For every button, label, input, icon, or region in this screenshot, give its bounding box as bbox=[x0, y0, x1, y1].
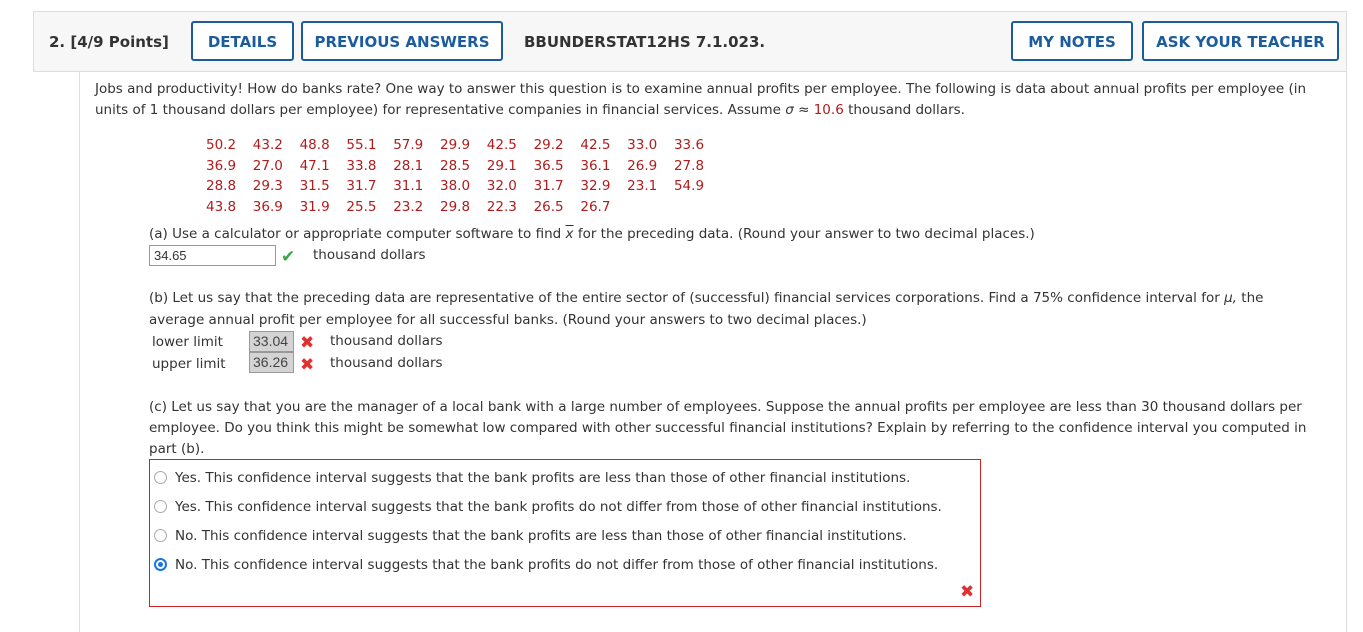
data-value: 26.5 bbox=[533, 198, 564, 215]
data-value: 27.8 bbox=[673, 157, 705, 174]
part-a-suffix: for the preceding data. (Round your answer to two decimal places.) bbox=[577, 226, 1035, 242]
intro-suffix: thousand dollars. bbox=[848, 102, 965, 118]
data-value: 36.5 bbox=[533, 157, 564, 174]
lower-limit-input[interactable]: 33.04 bbox=[249, 331, 294, 352]
my-notes-button[interactable]: MY NOTES bbox=[1011, 21, 1133, 61]
radio-option-label: No. This confidence interval suggests that the bank profits do not differ from those of other financial institutions. bbox=[175, 557, 939, 573]
data-value: 54.9 bbox=[673, 178, 705, 194]
radio-option-label: Yes. This confidence interval suggests that the bank profits are less than those of other financial institutions. bbox=[175, 470, 911, 486]
data-value: 42.5 bbox=[486, 137, 517, 153]
data-value: 31.7 bbox=[533, 178, 564, 194]
upper-limit-label: upper limit bbox=[152, 356, 226, 372]
part-c-prompt-line-1: (c) Let us say that you are the manager of a local bank with a large number of employees. Suppose the annual profits per employee are less than 30 thousand dollars per bbox=[149, 399, 1302, 415]
question-header bbox=[33, 11, 1347, 72]
data-value: 32.0 bbox=[486, 178, 517, 194]
data-value: 23.1 bbox=[627, 178, 658, 194]
data-value: 43.8 bbox=[206, 198, 237, 215]
data-value: 50.2 bbox=[206, 137, 237, 153]
data-value: 29.2 bbox=[533, 137, 564, 153]
data-value: 38.0 bbox=[439, 178, 471, 194]
part-b-suffix: the bbox=[1241, 290, 1264, 306]
intro-line-2 bbox=[95, 102, 965, 118]
cross-icon: ✖ bbox=[960, 582, 975, 602]
part-b-prefix: (b) Let us say that the preceding data are representative of the entire sector of (successful) financial services corporations. Find a 75% confidence interval for bbox=[149, 290, 1220, 306]
part-a-prefix: (a) Use a calculator or appropriate computer software to find bbox=[149, 226, 562, 242]
data-value: 22.3 bbox=[486, 198, 517, 215]
data-value: 26.7 bbox=[580, 198, 611, 215]
previous-answers-button[interactable]: PREVIOUS ANSWERS bbox=[301, 21, 503, 61]
data-value: 29.8 bbox=[439, 198, 471, 215]
data-value: 31.7 bbox=[346, 178, 377, 194]
lower-limit-unit: thousand dollars bbox=[330, 333, 443, 349]
part-a-answer-input[interactable]: 34.65 bbox=[149, 245, 276, 266]
data-value: 36.1 bbox=[580, 157, 611, 174]
part-c-prompt-line-2: employee. Do you think this might be somewhat low compared with other successful financial institutions? Explain by referring to the confidence interval you computed in bbox=[149, 420, 1307, 436]
radio-option-label: Yes. This confidence interval suggests that the bank profits do not differ from those of other financial institutions. bbox=[175, 499, 942, 515]
question-id: BBUNDERSTAT12HS 7.1.023. bbox=[524, 33, 766, 51]
radio-button-selected[interactable] bbox=[154, 558, 167, 571]
question-points: [4/9 Points] bbox=[70, 33, 169, 51]
data-value: 25.5 bbox=[346, 198, 377, 215]
xbar-symbol: $\overline{x}$ bbox=[565, 226, 574, 242]
cross-icon: ✖ bbox=[300, 355, 315, 375]
data-value: 33.6 bbox=[673, 137, 705, 153]
data-row bbox=[206, 199, 721, 220]
cross-icon: ✖ bbox=[300, 333, 315, 353]
radio-option-label: No. This confidence interval suggests that the bank profits are less than those of other financial institutions. bbox=[175, 528, 907, 544]
details-button[interactable]: DETAILS bbox=[191, 21, 294, 61]
data-row bbox=[206, 158, 721, 179]
data-value: 36.9 bbox=[206, 157, 237, 174]
check-icon: ✔ bbox=[281, 247, 296, 267]
data-value: 33.0 bbox=[627, 137, 658, 153]
data-row bbox=[206, 178, 721, 199]
data-value: 28.5 bbox=[439, 157, 471, 174]
sigma-value: 10.6 bbox=[813, 102, 844, 118]
intro-line-1: Jobs and productivity! How do banks rate? One way to answer this question is to examine annual profits per employee. The following is data about annual profits per employee (in bbox=[95, 81, 1307, 97]
part-b-prompt-line-1 bbox=[149, 290, 1263, 306]
data-value: 42.5 bbox=[580, 137, 611, 153]
data-row bbox=[206, 137, 721, 158]
radio-button[interactable] bbox=[154, 471, 167, 484]
part-a-prompt bbox=[149, 226, 1035, 242]
sigma-symbol: σ ≈ bbox=[785, 102, 810, 118]
data-value: 48.8 bbox=[299, 137, 330, 153]
data-value: 33.8 bbox=[346, 157, 377, 174]
data-value: 47.1 bbox=[299, 157, 330, 174]
data-value: 36.9 bbox=[252, 198, 283, 215]
data-value: 32.9 bbox=[580, 178, 611, 194]
part-a-unit: thousand dollars bbox=[313, 247, 426, 263]
mu-symbol: μ, bbox=[1224, 290, 1237, 306]
ask-teacher-button[interactable]: ASK YOUR TEACHER bbox=[1142, 21, 1339, 61]
data-value: 31.9 bbox=[299, 198, 330, 215]
data-value: 23.2 bbox=[393, 198, 424, 215]
question-number: 2. bbox=[49, 33, 66, 51]
data-table bbox=[206, 137, 721, 219]
data-value: 31.1 bbox=[393, 178, 424, 194]
radio-button[interactable] bbox=[154, 529, 167, 542]
part-b-prompt-line-2: average annual profit per employee for all successful banks. (Round your answers to two decimal places.) bbox=[149, 312, 867, 328]
data-value: 29.9 bbox=[439, 137, 471, 153]
data-value: 57.9 bbox=[393, 137, 424, 153]
upper-limit-unit: thousand dollars bbox=[330, 355, 443, 371]
question-title bbox=[49, 33, 169, 51]
part-c-radio-group bbox=[149, 459, 981, 607]
data-value: 29.1 bbox=[486, 157, 517, 174]
lower-limit-label: lower limit bbox=[152, 334, 223, 350]
data-value: 55.1 bbox=[346, 137, 377, 153]
data-value: 28.1 bbox=[393, 157, 424, 174]
data-value: 43.2 bbox=[252, 137, 283, 153]
upper-limit-input[interactable]: 36.26 bbox=[249, 352, 294, 373]
data-value: 28.8 bbox=[206, 178, 237, 194]
data-value: 29.3 bbox=[252, 178, 283, 194]
data-value: 26.9 bbox=[627, 157, 658, 174]
data-value: 31.5 bbox=[299, 178, 330, 194]
intro-text: units of 1 thousand dollars per employee) for representative companies in financial services. Assume bbox=[95, 102, 781, 118]
radio-button[interactable] bbox=[154, 500, 167, 513]
data-value: 27.0 bbox=[252, 157, 283, 174]
part-c-prompt-line-3: part (b). bbox=[149, 441, 205, 457]
